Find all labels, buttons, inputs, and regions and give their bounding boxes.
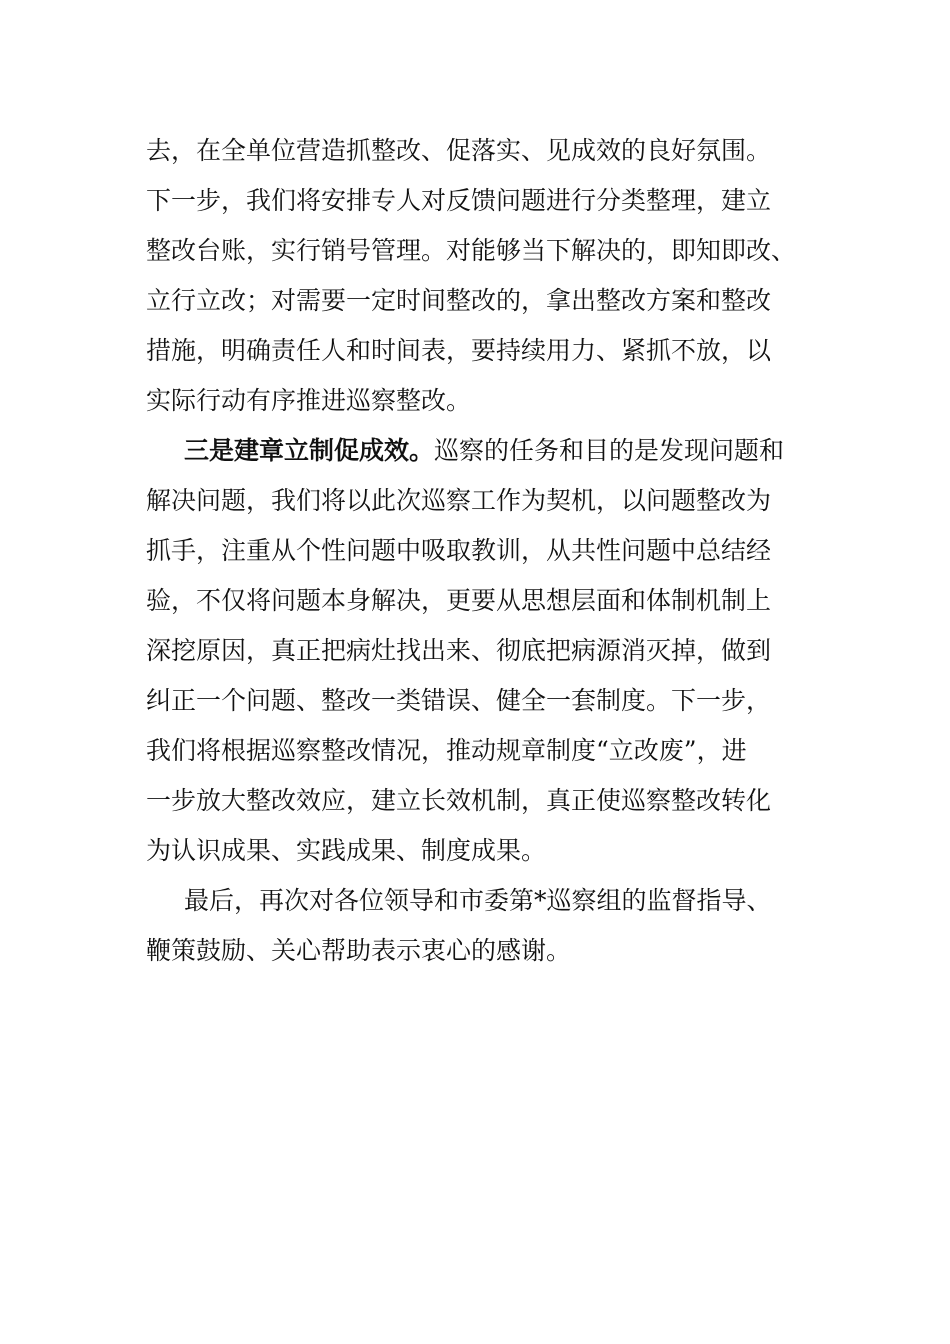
paragraph-line: 立行立改；对需要一定时间整改的，拿出整改方案和整改: [146, 286, 772, 315]
paragraph-line: 去，在全单位营造抓整改、促落实、见成效的良好氛围。: [146, 136, 772, 165]
paragraph-line: 一步放大整改效应，建立长效机制，真正使巡察整改转化: [146, 786, 772, 815]
closing-line: 最后，再次对各位领导和市委第*巡察组的监督指导、: [184, 886, 772, 915]
paragraph-line: 整改台账，实行销号管理。对能够当下解决的，即知即改、: [146, 236, 797, 265]
paragraph-line: 纠正一个问题、整改一类错误、健全一套制度。下一步，: [146, 686, 772, 715]
paragraph-line: 解决问题，我们将以此次巡察工作为契机，以问题整改为: [146, 486, 772, 515]
paragraph-line: 为认识成果、实践成果、制度成果。: [146, 836, 547, 865]
body-text: [146, 126, 806, 976]
paragraph-line: 我们将根据巡察整改情况，推动规章制度“立改废”，进: [146, 736, 747, 765]
paragraph-line: 验，不仅将问题本身解决，更要从思想层面和体制机制上: [146, 586, 772, 615]
section-three-first-line: [146, 426, 806, 476]
paragraph-line: 下一步，我们将安排专人对反馈问题进行分类整理，建立: [146, 186, 772, 215]
section-three-first-line-rest: 巡察的任务和目的是发现问题和: [434, 436, 785, 465]
paragraph-line: 措施，明确责任人和时间表，要持续用力、紧抓不放，以: [146, 336, 772, 365]
paragraph-line: 抓手，注重从个性问题中吸取教训，从共性问题中总结经: [146, 536, 772, 565]
section-three-heading: 三是建章立制促成效。: [184, 436, 435, 465]
closing-line: 鞭策鼓励、关心帮助表示衷心的感谢。: [146, 936, 572, 965]
paragraph-line: 深挖原因，真正把病灶找出来、彻底把病源消灭掉，做到: [146, 636, 772, 665]
paragraph-line: 实际行动有序推进巡察整改。: [146, 386, 472, 415]
